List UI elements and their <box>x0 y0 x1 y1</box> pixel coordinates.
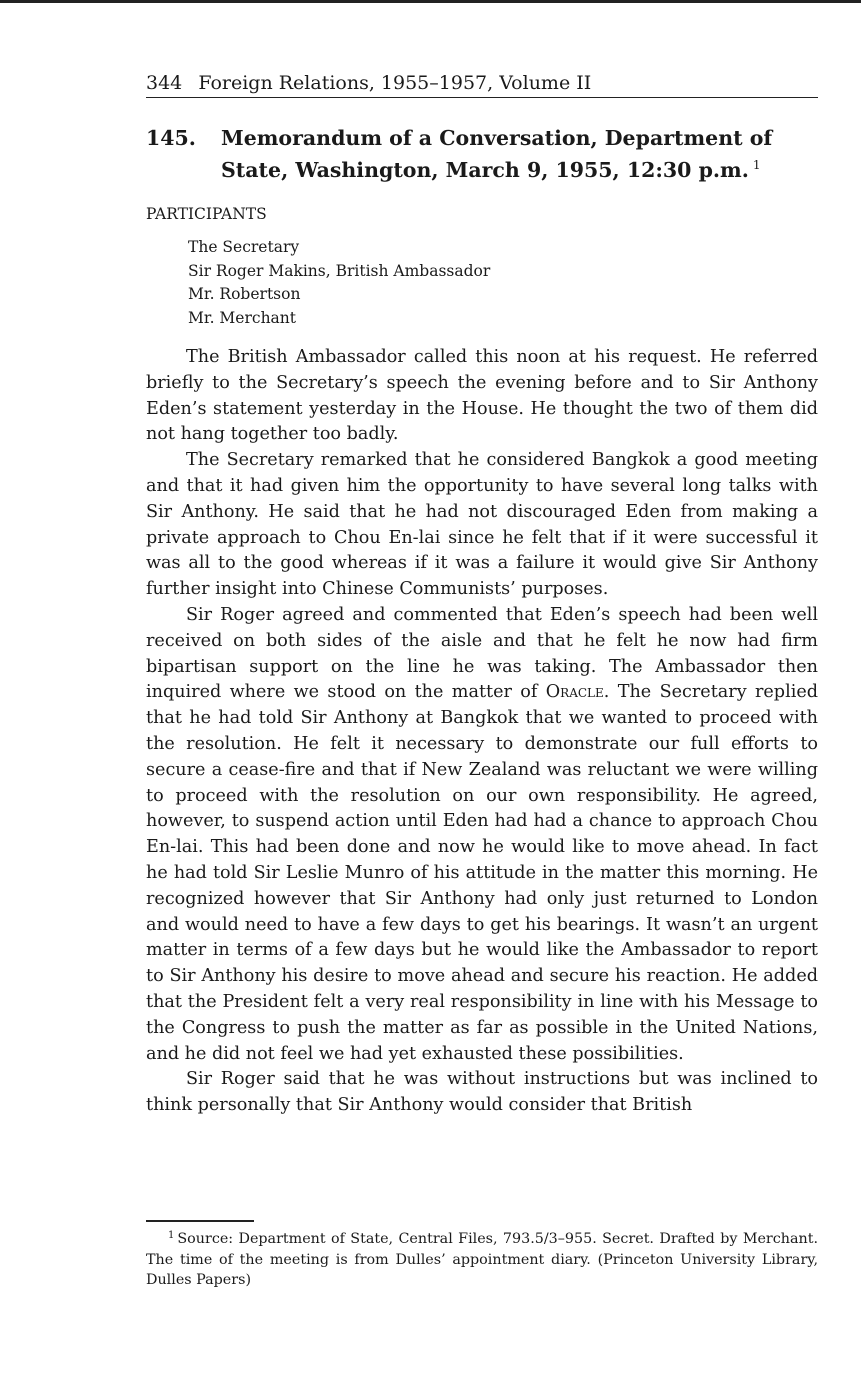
paragraph-3-part-1: Sir Roger agreed and commented that Eden’s speech had been well received on both sides of the aisle and that he felt he now had firm bipartisan support on the line he was taking. The Ambassador then inquired where we stood on the matter of <box>146 604 818 703</box>
footnote-text: Source: Department of State, Central Files, 793.5/3–955. Secret. Drafted by Merchant. The time of the meeting is from Dulles’ appointment diary. (Princeton University Library, Dulles Papers) <box>146 1231 818 1288</box>
top-edge-rule <box>0 0 861 3</box>
participant: The Secretary <box>188 238 300 256</box>
participant: Sir Roger Makins, British Ambassador <box>188 261 491 280</box>
paragraph-2: The Secretary remarked that he considered Bangkok a good meeting and that it had given him the opportunity to have several long talks with Sir Anthony. He said that he had not discouraged Eden from making a private approach to Chou En-lai since he felt that if it were successful it was all to the good whereas if it was a failure it would give Sir Anthony further insight into Chinese Communists’ purposes. <box>146 450 818 600</box>
participant: Mr. Robertson <box>188 285 301 303</box>
paragraph-4: Sir Roger said that he was without instructions but was inclined to think personally that Sir Anthony would consider that British <box>146 1069 818 1116</box>
running-head <box>146 70 818 98</box>
footnote <box>146 1226 818 1291</box>
document-title-text: Memorandum of a Conversation, Department of State, Washington, March 9, 1955, 12:30 p.m. <box>221 126 773 182</box>
document-title <box>221 125 821 184</box>
participants-label: PARTICIPANTS <box>146 205 267 223</box>
volume-title: Foreign Relations, 1955–1957, Volume II <box>198 72 592 94</box>
code-word-oracle: Oracle <box>545 682 604 703</box>
paragraph-1: The British Ambassador called this noon at his request. He referred briefly to the Secretary’s speech the evening before and to Sir Anthony Eden’s statement yesterday in the House. He thought the two of them did not hang together too badly. <box>146 347 818 445</box>
memorandum-body <box>146 345 818 1119</box>
document-number: 145. <box>146 126 196 150</box>
paragraph-3-part-2: . The Secretary replied that he had told Sir Anthony at Bangkok that we wanted to proceed with the resolution. He felt it necessary to demonstrate our full efforts to secure a cease-fire and that if New Zealand was reluctant we were willing to proceed with the resolution on our own responsibility. He agreed, however, to suspend action until Eden had had a chance to approach Chou En-lai. This had been done and now he would like to move ahead. In fact he had told Sir Leslie Munro of his attitude in the matter this morning. He recognized however that Sir Anthony had only just returned to London and would need to have a few days to get his bearings. It wasn’t an urgent matter in terms of a few days but he would like the Ambassador to report to Sir Anthony his desire to move ahead and secure his reaction. He added that the President felt a very real responsibility in line with his Message to the Congress to push the matter as far as possible in the United Nations, and he did not feel we had yet exhausted these possibilities. <box>146 682 819 1064</box>
footnote-marker: 1 <box>168 1230 175 1241</box>
footnote-ref[interactable]: 1 <box>752 158 761 172</box>
participant: Mr. Merchant <box>188 308 297 327</box>
footnote-paragraph <box>146 1226 818 1291</box>
page-number: 344 <box>146 72 183 94</box>
footnote-rule <box>146 1220 254 1222</box>
paragraph-3 <box>146 603 818 1067</box>
participants-list <box>188 236 490 330</box>
